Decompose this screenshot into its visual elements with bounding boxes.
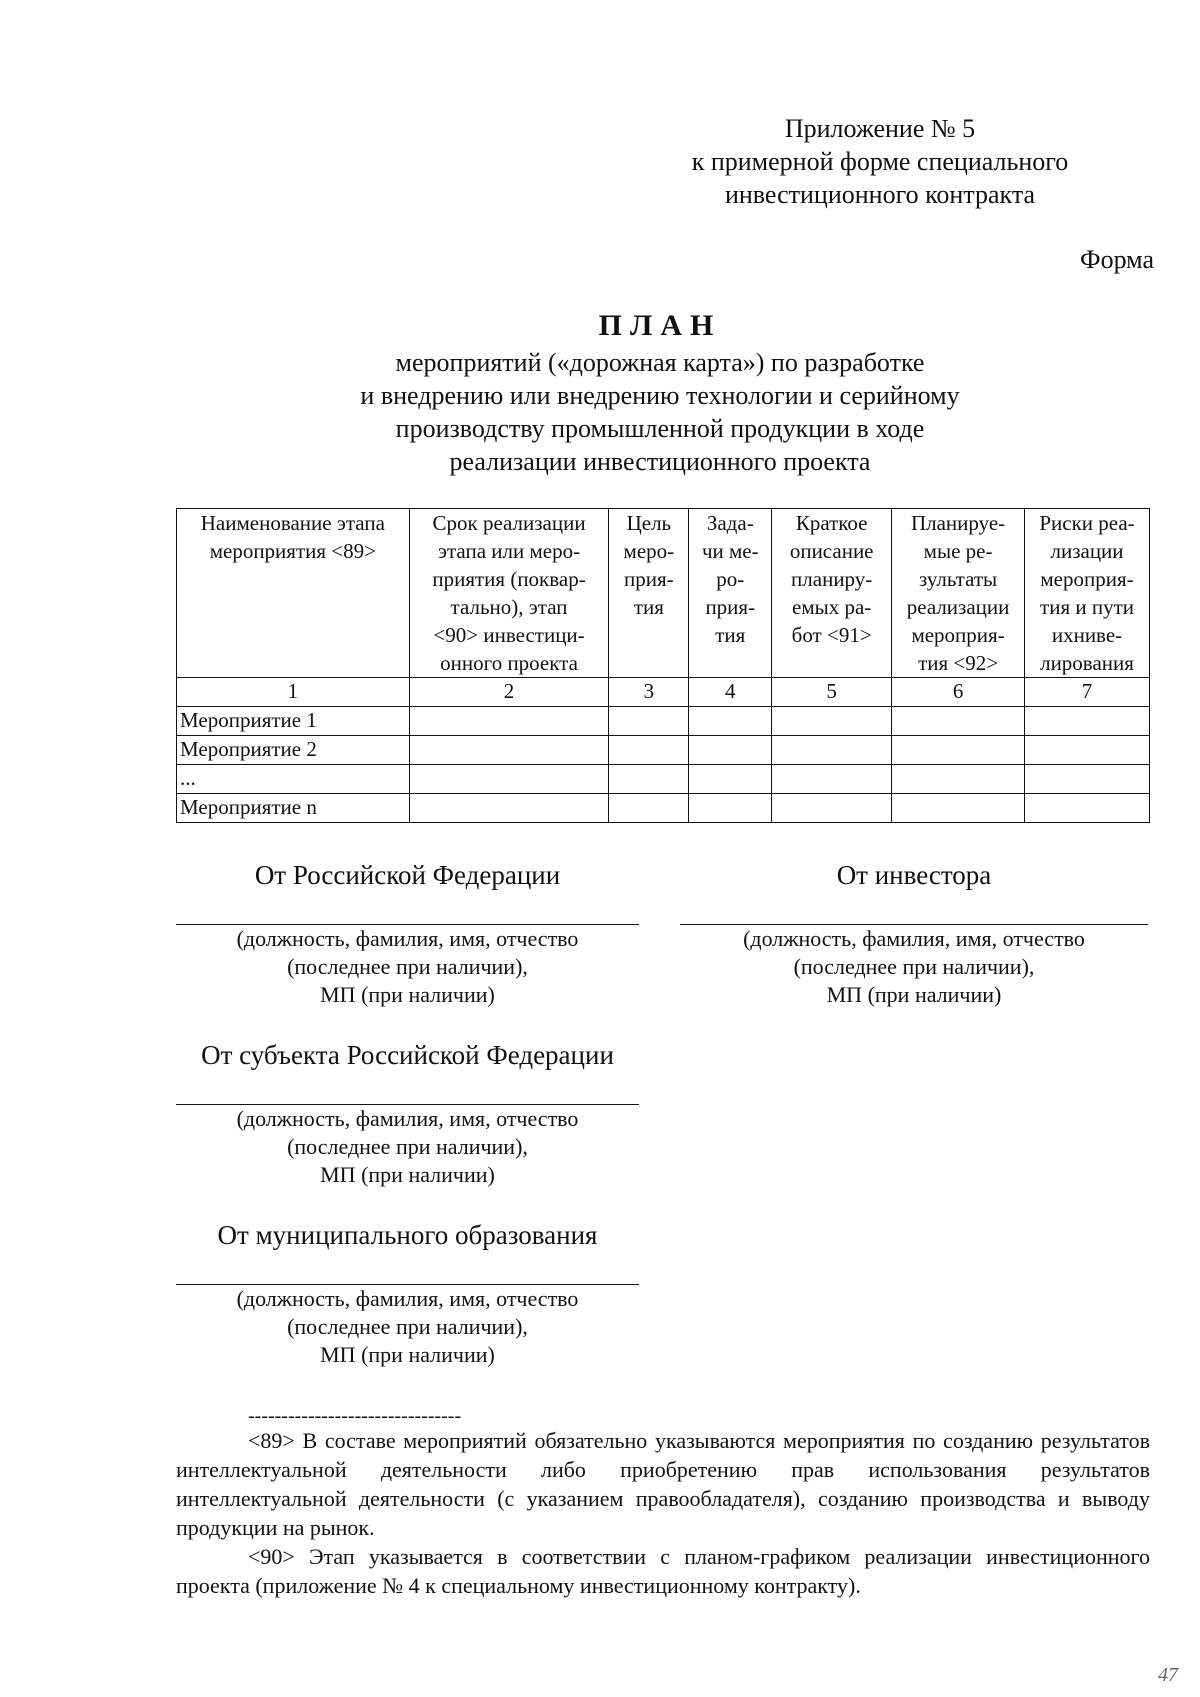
- header-tasks: Зада- чи ме- ро- прия- тия: [689, 509, 772, 678]
- column-number: 2: [409, 678, 609, 707]
- signature-caption: МП (при наличии): [826, 982, 1002, 1007]
- title-line-2: и внедрению или внедрению технологии и серийному: [360, 381, 960, 410]
- form-label: Форма: [1080, 245, 1154, 274]
- title-line-4: реализации инвестиционного проекта: [449, 447, 871, 476]
- row-label: Мероприятие 1: [177, 707, 410, 736]
- table-cell: [689, 794, 772, 823]
- signature-caption: МП (при наличии): [320, 982, 495, 1007]
- table-header-row: [177, 509, 1150, 678]
- plan-table: [176, 508, 1150, 823]
- signature-caption: (последнее при наличии),: [793, 954, 1035, 979]
- table-cell: [1025, 736, 1150, 765]
- table-row: [177, 736, 1150, 765]
- header-results: Планируе- мые ре- зультаты реализации мероприя- тия <92>: [892, 509, 1025, 678]
- signature-heading: От инвестора: [836, 860, 992, 890]
- signature-caption: (должность, фамилия, имя, отчество: [236, 926, 579, 951]
- appendix-header: [640, 112, 1120, 211]
- table-cell: [409, 765, 609, 794]
- table-cell: [409, 736, 609, 765]
- table-cell: [609, 765, 689, 794]
- table-row: [177, 794, 1150, 823]
- table-cell: [409, 707, 609, 736]
- row-label: Мероприятие 2: [177, 736, 410, 765]
- header-description: Краткое описание планиру- емых ра- бот <91>: [772, 509, 892, 678]
- row-label: Мероприятие n: [177, 794, 410, 823]
- footnote-separator: --------------------------------: [248, 1405, 462, 1427]
- signature-block-municipal: [176, 1218, 639, 1369]
- signature-heading: От субъекта Российской Федерации: [201, 1040, 614, 1070]
- table-cell: [892, 707, 1025, 736]
- column-number: 7: [1025, 678, 1150, 707]
- footnote-89: <89> В составе мероприятий обязательно указываются мероприятия по созданию результатов интеллектуальной деятельности либо приобретению прав использования результатов интеллектуальной деятельности (с указанием правообладателя), созданию производства и выводу продукции на рынок.: [176, 1428, 1150, 1540]
- signature-heading: От муниципального образования: [217, 1220, 598, 1250]
- table-cell: [892, 736, 1025, 765]
- table-cell: [772, 765, 892, 794]
- signature-caption: МП (при наличии): [320, 1342, 495, 1367]
- footnote-90: <90> Этап указывается в соответствии с планом-графиком реализации инвестиционного проекта (приложение № 4 к специальному инвестиционному контракту).: [176, 1544, 1150, 1598]
- header-risks: Риски реа- лизации мероприя- тия и пути ихниве- лирования: [1025, 509, 1150, 678]
- table-cell: [689, 765, 772, 794]
- table-cell: [689, 707, 772, 736]
- row-label: ...: [177, 765, 410, 794]
- table-cell: [772, 794, 892, 823]
- appendix-number: Приложение № 5: [784, 114, 976, 143]
- header-term: Срок реализации этапа или меро- приятия (поквар- тально), этап <90> инвестици- онного проекта: [409, 509, 609, 678]
- column-number: 1: [177, 678, 410, 707]
- table-row: [177, 707, 1150, 736]
- table-cell: [609, 707, 689, 736]
- signature-caption: (последнее при наличии),: [287, 1314, 528, 1339]
- document-title: [280, 308, 1040, 478]
- signature-caption: (последнее при наличии),: [287, 1134, 528, 1159]
- column-number-row: [177, 678, 1150, 707]
- appendix-reference: к примерной форме специального: [691, 147, 1069, 176]
- footnotes: [176, 1426, 1150, 1600]
- table-cell: [1025, 707, 1150, 736]
- table-cell: [772, 736, 892, 765]
- table-cell: [609, 736, 689, 765]
- table-cell: [892, 765, 1025, 794]
- column-number: 5: [772, 678, 892, 707]
- signature-block-subject: [176, 1038, 639, 1189]
- signature-caption: (должность, фамилия, имя, отчество: [236, 1286, 579, 1311]
- page-corner-mark: 47: [1158, 1664, 1178, 1686]
- signature-caption: МП (при наличии): [320, 1162, 495, 1187]
- title-main: ПЛАН: [598, 309, 722, 342]
- signature-block-federation: [176, 858, 639, 1009]
- table-cell: [689, 736, 772, 765]
- signature-heading: От Российской Федерации: [254, 860, 561, 890]
- table-cell: [1025, 765, 1150, 794]
- table-cell: [609, 794, 689, 823]
- column-number: 4: [689, 678, 772, 707]
- signature-block-investor: [680, 858, 1148, 1009]
- table-cell: [1025, 794, 1150, 823]
- column-number: 6: [892, 678, 1025, 707]
- title-line-1: мероприятий («дорожная карта») по разработке: [395, 348, 925, 377]
- appendix-reference-cont: инвестиционного контракта: [724, 180, 1036, 209]
- table-row: [177, 765, 1150, 794]
- signature-caption: (должность, фамилия, имя, отчество: [236, 1106, 579, 1131]
- table-cell: [409, 794, 609, 823]
- column-number: 3: [609, 678, 689, 707]
- table-cell: [892, 794, 1025, 823]
- header-goal: Цель меро- прия- тия: [609, 509, 689, 678]
- table-cell: [772, 707, 892, 736]
- header-stage-name: Наименование этапа мероприятия <89>: [177, 509, 410, 678]
- signature-caption: (должность, фамилия, имя, отчество: [743, 926, 1085, 951]
- title-line-3: производству промышленной продукции в ходе: [395, 414, 925, 443]
- signature-caption: (последнее при наличии),: [287, 954, 528, 979]
